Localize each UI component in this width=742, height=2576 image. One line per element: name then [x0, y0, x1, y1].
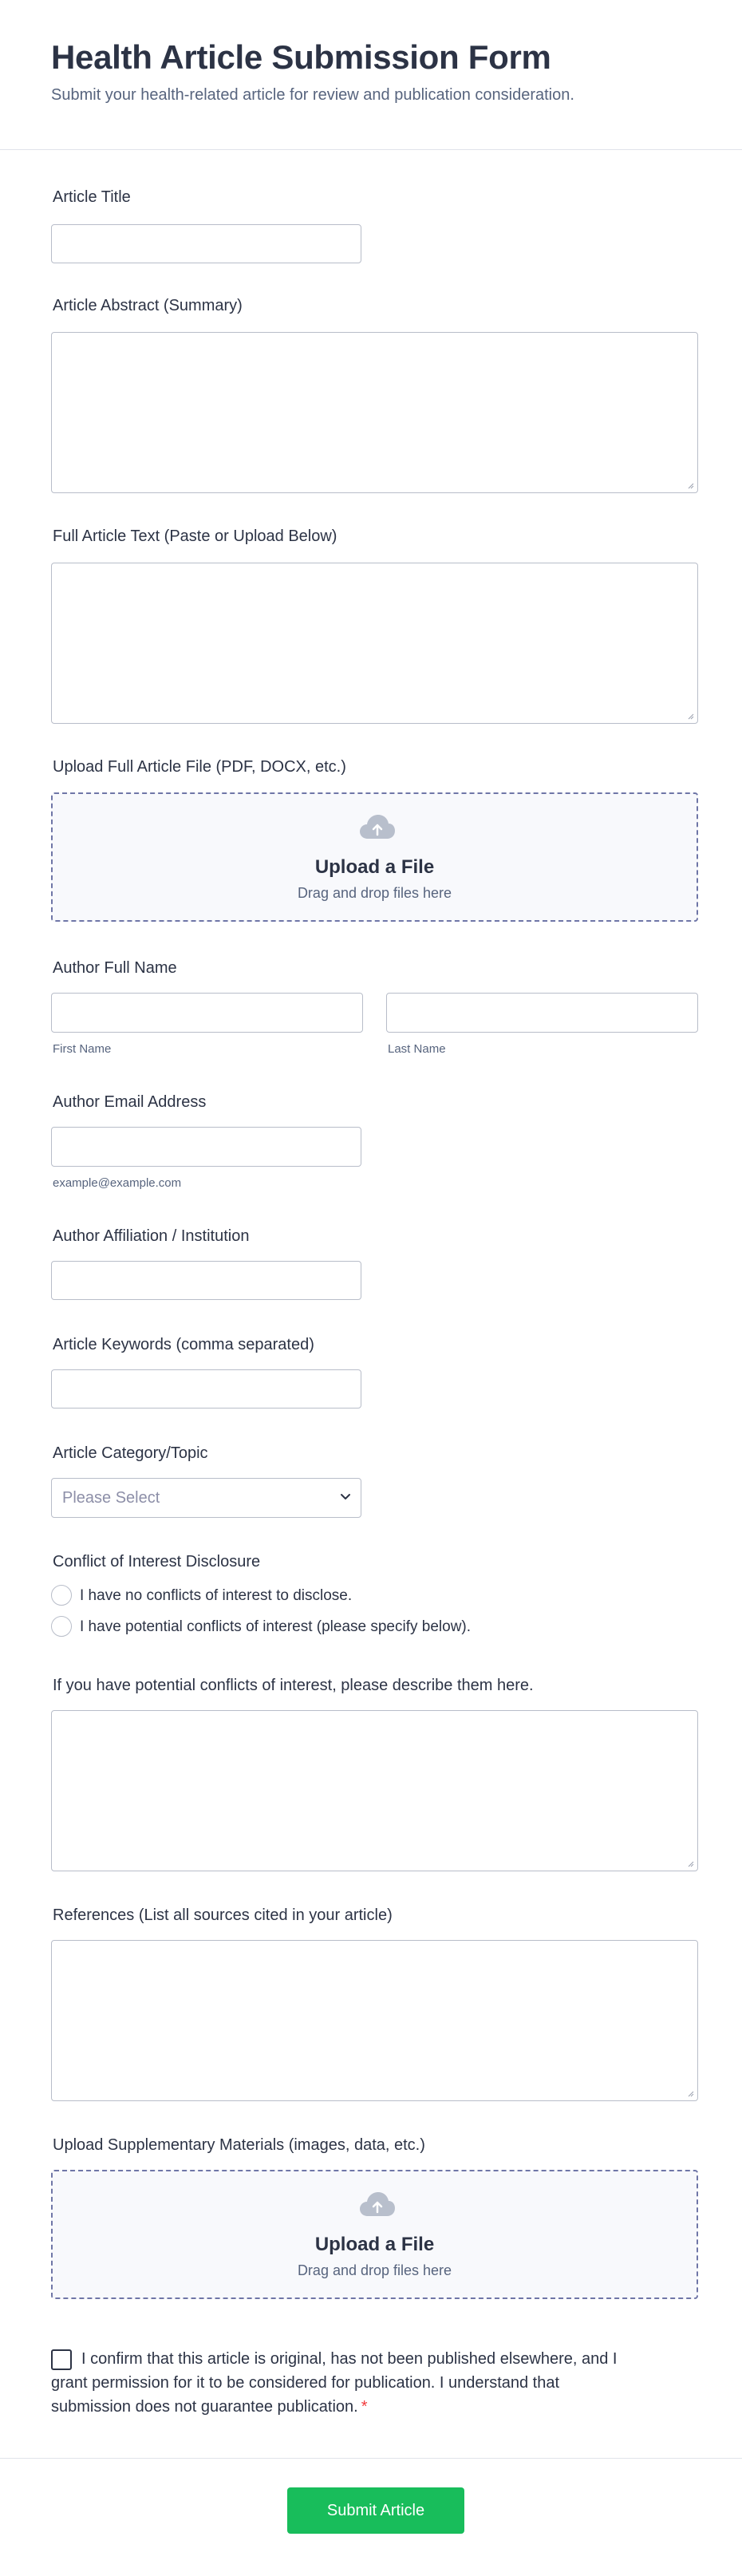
page-title: Health Article Submission Form — [51, 38, 551, 76]
keywords-input[interactable] — [51, 1369, 361, 1409]
resize-grip-icon[interactable] — [686, 712, 694, 720]
upload-title: Upload a File — [314, 856, 435, 878]
author-email-input[interactable] — [51, 1127, 361, 1167]
upload-hint: Drag and drop files here — [297, 2262, 452, 2278]
last-name-input[interactable] — [386, 993, 698, 1033]
keywords-label: Article Keywords (comma separated) — [53, 1336, 314, 1353]
abstract-textarea[interactable] — [51, 332, 698, 493]
upload-supplementary-label: Upload Supplementary Materials (images, data, etc.) — [53, 2136, 425, 2154]
consent-text[interactable] — [51, 2347, 626, 2419]
article-title-input[interactable] — [51, 224, 361, 263]
category-label: Article Category/Topic — [53, 1444, 208, 1462]
consent-label: I confirm that this article is original, has not been published elsewhere, and I grant permission for it to be considered for publication. I understand that submission does not guarantee publication. — [51, 2350, 618, 2416]
submit-button[interactable]: Submit Article — [287, 2487, 464, 2534]
upload-article-label: Upload Full Article File (PDF, DOCX, etc.) — [53, 758, 346, 776]
radio-potential-conflict[interactable] — [51, 1616, 72, 1637]
conflict-details-textarea[interactable] — [51, 1710, 698, 1871]
references-textarea[interactable] — [51, 1940, 698, 2101]
references-label: References (List all sources cited in your article) — [53, 1906, 393, 1924]
abstract-label: Article Abstract (Summary) — [53, 297, 243, 314]
first-name-sublabel: First Name — [53, 1042, 112, 1056]
radio-no-conflict[interactable] — [51, 1585, 72, 1606]
required-marker: * — [361, 2398, 368, 2416]
conflict-details-label: If you have potential conflicts of interest, please describe them here. — [53, 1677, 534, 1694]
cloud-upload-icon — [358, 812, 397, 844]
radio-no-conflict-label[interactable]: I have no conflicts of interest to disclose. — [80, 1587, 353, 1604]
resize-grip-icon[interactable] — [686, 1859, 694, 1867]
author-name-label: Author Full Name — [53, 959, 177, 977]
chevron-down-icon — [340, 1493, 351, 1501]
upload-supplementary-dropzone[interactable] — [51, 2170, 698, 2299]
conflict-label: Conflict of Interest Disclosure — [53, 1553, 261, 1570]
upload-hint: Drag and drop files here — [297, 885, 452, 901]
first-name-input[interactable] — [51, 993, 363, 1033]
form-footer — [0, 2458, 742, 2576]
full-text-textarea[interactable] — [51, 563, 698, 724]
cloud-upload-icon — [358, 2189, 397, 2221]
category-select-value: Please Select — [62, 1489, 160, 1507]
affiliation-label: Author Affiliation / Institution — [53, 1227, 250, 1245]
upload-title: Upload a File — [314, 2234, 435, 2255]
form-header — [0, 0, 742, 150]
category-select[interactable] — [51, 1478, 361, 1518]
email-sublabel: example@example.com — [53, 1176, 182, 1190]
full-text-label: Full Article Text (Paste or Upload Below) — [53, 527, 337, 545]
upload-article-dropzone[interactable] — [51, 792, 698, 922]
last-name-sublabel: Last Name — [388, 1042, 446, 1056]
article-title-label: Article Title — [53, 188, 131, 206]
page-subtitle: Submit your health-related article for review and publication consideration. — [51, 86, 574, 104]
radio-potential-conflict-label[interactable]: I have potential conflicts of interest (please specify below). — [80, 1618, 472, 1635]
resize-grip-icon[interactable] — [686, 481, 694, 489]
resize-grip-icon[interactable] — [686, 2089, 694, 2097]
affiliation-input[interactable] — [51, 1261, 361, 1300]
author-email-label: Author Email Address — [53, 1093, 207, 1111]
